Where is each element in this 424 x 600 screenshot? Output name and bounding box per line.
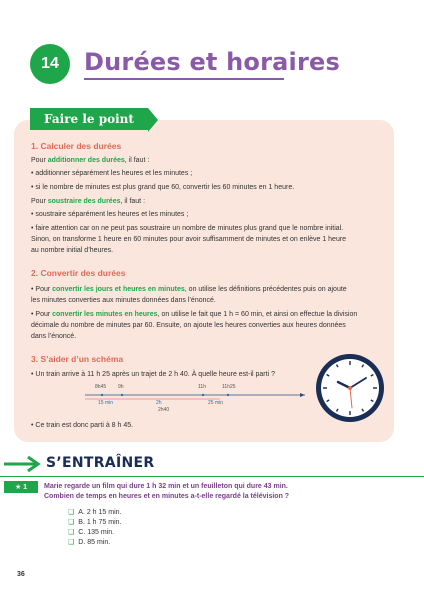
option-a[interactable] bbox=[68, 508, 121, 518]
convert-b2-pre: • Pour bbox=[31, 311, 53, 318]
arrow-right-icon bbox=[4, 456, 42, 472]
tick-label: 11h bbox=[198, 384, 206, 390]
segment-label: 25 min bbox=[208, 400, 224, 406]
segment-label: 2h bbox=[156, 400, 162, 406]
add-intro-pre: Pour bbox=[31, 157, 48, 164]
exercise-question-l2: Combien de temps en heures et en minutes a-t-elle regardé la télévision ? bbox=[44, 493, 290, 500]
convert-bullet-1-l1 bbox=[31, 284, 389, 295]
exercise-question-l1: Marie regarde un film qui dure 1 h 32 min et un feuilleton qui dure 43 min. bbox=[44, 483, 288, 490]
option-label: B. 1 h 75 min. bbox=[78, 519, 122, 526]
convert-bullet-2-l2: décimale du nombre de minutes par 60. Ensuite, on ajoute les heures converties aux heures données bbox=[31, 322, 346, 329]
page-number: 36 bbox=[17, 571, 25, 578]
chapter-number-badge: 14 bbox=[30, 44, 70, 84]
chapter-title: Durées et horaires bbox=[84, 48, 340, 76]
add-bullet-2: • si le nombre de minutes est plus grand que 60, convertir les 60 minutes en 1 heure. bbox=[31, 184, 295, 191]
sub-intro-post: , il faut : bbox=[120, 198, 146, 205]
section3-title: 3. S’aider d’un schéma bbox=[31, 354, 124, 364]
checkbox-icon[interactable]: ❑ bbox=[68, 509, 75, 516]
add-bullet-1: • additionner séparément les heures et les minutes ; bbox=[31, 170, 193, 177]
convert-b1-green: convertir les jours et heures en minutes bbox=[52, 286, 185, 293]
tick-label: 8h45 bbox=[95, 384, 107, 390]
checkbox-icon[interactable]: ❑ bbox=[68, 539, 75, 546]
option-d[interactable] bbox=[68, 538, 110, 548]
convert-b1-post: , on utilise les définitions précédentes puis on ajoute bbox=[184, 286, 347, 293]
option-label: D. 85 min. bbox=[78, 539, 111, 546]
sub-intro-green: soustraire des durées bbox=[47, 198, 121, 205]
checkbox-icon[interactable]: ❑ bbox=[68, 529, 75, 536]
tick-label: 11h25 bbox=[222, 384, 236, 390]
option-c[interactable] bbox=[68, 528, 114, 538]
checkbox-icon[interactable]: ❑ bbox=[68, 519, 75, 526]
convert-bullet-2-l3: dans l’énoncé. bbox=[31, 333, 77, 340]
convert-b2-green: convertir les minutes en heures bbox=[52, 311, 158, 318]
convert-bullet-1-l2: les minutes converties aux minutes données dans l’énoncé. bbox=[31, 297, 216, 304]
option-label: A. 2 h 15 min. bbox=[78, 509, 122, 516]
clock-icon bbox=[314, 352, 386, 424]
sub-bullet-2-l3: au nombre initial d’heures. bbox=[31, 247, 114, 254]
add-intro-post: , il faut : bbox=[124, 157, 150, 164]
segment-label: 15 min bbox=[98, 400, 114, 406]
sub-intro-pre: Pour bbox=[31, 198, 48, 205]
add-intro-green: additionner des durées bbox=[47, 157, 125, 164]
timeline-diagram bbox=[60, 384, 310, 414]
summary-tag: Faire le point bbox=[30, 108, 148, 130]
section1-title: 1. Calculer des durées bbox=[31, 141, 122, 151]
sub-intro bbox=[31, 196, 389, 207]
convert-b2-post: , on utilise le fait que 1 h = 60 min, et ainsi on effectue la division bbox=[157, 311, 358, 318]
add-intro bbox=[31, 155, 389, 166]
timeline-lines bbox=[60, 384, 310, 414]
option-b[interactable] bbox=[68, 518, 121, 528]
section2-title: 2. Convertir des durées bbox=[31, 268, 126, 278]
total-duration-label: 2h40 bbox=[158, 407, 170, 413]
convert-bullet-2-l1 bbox=[31, 309, 389, 320]
schema-answer: • Ce train est donc parti à 8 h 45. bbox=[31, 422, 134, 429]
title-underline bbox=[84, 78, 284, 80]
tick-label: 9h bbox=[118, 384, 124, 390]
exercise-question bbox=[44, 482, 404, 502]
exercise-number-badge: ★ 1 bbox=[4, 481, 38, 493]
sub-bullet-2-l1: • faire attention car on ne peut pas soustraire un nombre de minutes plus grand que le nombre initial. bbox=[31, 225, 344, 232]
convert-b1-pre: • Pour bbox=[31, 286, 53, 293]
practice-divider bbox=[0, 476, 424, 477]
sub-bullet-2-l2: Sinon, on transforme 1 heure en 60 minutes pour avoir suffisamment de minutes et on enlève 1 heure bbox=[31, 236, 347, 243]
schema-question: • Un train arrive à 11 h 25 après un trajet de 2 h 40. À quelle heure est-il parti ? bbox=[31, 371, 275, 378]
option-label: C. 135 min. bbox=[78, 529, 115, 536]
sub-bullet-1: • soustraire séparément les heures et les minutes ; bbox=[31, 211, 189, 218]
practice-title: S’ENTRAÎNER bbox=[46, 455, 155, 471]
